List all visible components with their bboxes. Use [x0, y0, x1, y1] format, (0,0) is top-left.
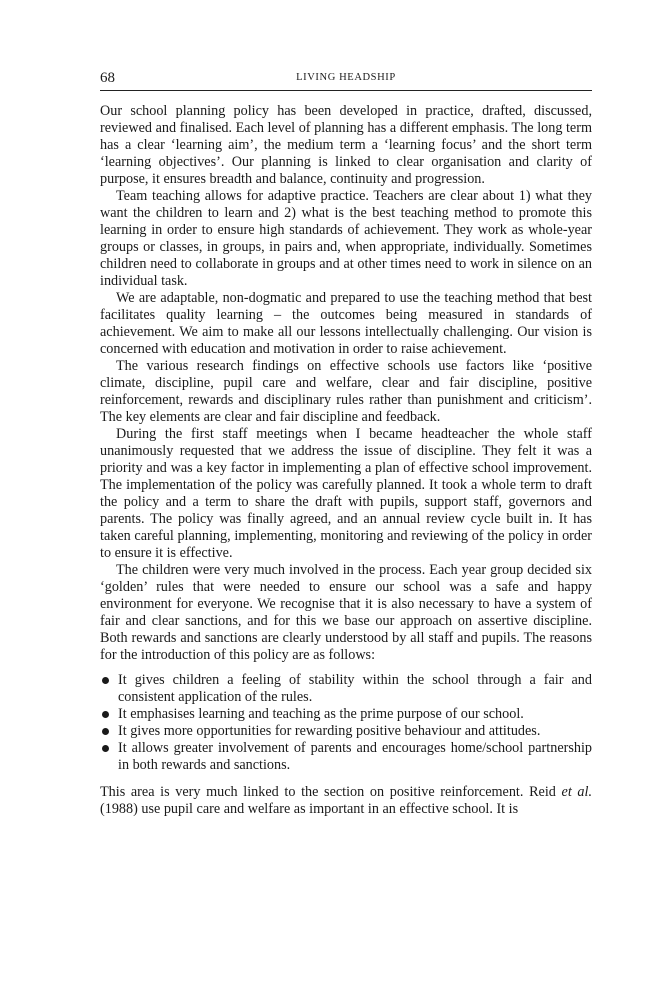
- closing-paragraph: [100, 784, 592, 818]
- bullet-item: It gives children a feeling of stability within the school through a fair and consistent application of the rules.: [100, 672, 592, 706]
- citation-et-al: et al.: [561, 784, 592, 800]
- paragraph: Team teaching allows for adaptive practice. Teachers are clear about 1) what they want the children to learn and 2) what is the best teaching method to promote this learning in order to ensure high standards of achievement. They work as whole-year groups or classes, in groups, in pairs and, when appropriate, individually. Sometimes children need to collaborate in groups and at other times need to work in silence on an individual task.: [100, 188, 592, 289]
- paragraph: Our school planning policy has been developed in practice, drafted, discussed, reviewed and finalised. Each level of planning has a different emphasis. The long term has a clear ‘learning aim’, the medium term a ‘learning focus’ and the short term ‘learning objectives’. Our planning is linked to clear organisation and clarity of purpose, it ensures breadth and balance, continuity and progression.: [100, 103, 592, 187]
- page-number: 68: [100, 70, 115, 86]
- closing-text-start: This area is very much linked to the section on positive reinforcement. Reid: [100, 784, 562, 800]
- bullet-item: It allows greater involvement of parents and encourages home/school partnership in both rewards and sanctions.: [100, 740, 592, 774]
- page-header: [100, 70, 592, 91]
- paragraph: We are adaptable, non-dogmatic and prepared to use the teaching method that best facilitates quality learning – the outcomes being measured in standards of achievement. We aim to make all our lessons intellectually challenging. Our vision is concerned with education and motivation in order to raise achievement.: [100, 290, 592, 357]
- paragraph: During the first staff meetings when I became headteacher the whole staff unanimously requested that we address the issue of discipline. They felt it was a priority and was a key factor in implementing a plan of effective school improvement. The implementation of the policy was carefully planned. It took a whole term to draft the policy and a term to share the draft with pupils, support staff, governors and parents. The policy was finally agreed, and an annual review cycle built in. It has taken careful planning, implementing, monitoring and reviewing of the policy in order to ensure it is effective.: [100, 426, 592, 561]
- bullet-list: [100, 672, 592, 774]
- running-head: LIVING HEADSHIP: [296, 72, 396, 83]
- bullet-item: It gives more opportunities for rewarding positive behaviour and attitudes.: [100, 723, 592, 740]
- closing-text-end: (1988) use pupil care and welfare as important in an effective school. It is: [100, 801, 519, 817]
- paragraph: The children were very much involved in the process. Each year group decided six ‘golden’ rules that were needed to ensure our school was a safe and happy environment for everyone. We recognise that it is also necessary to have a system of fair and clear sanctions, and for this we base our approach on assertive discipline. Both rewards and sanctions are clearly understood by all staff and pupils. The reasons for the introduction of this policy are as follows:: [100, 562, 592, 663]
- bullet-item: It emphasises learning and teaching as the prime purpose of our school.: [100, 706, 592, 723]
- body-text: [100, 103, 592, 818]
- paragraph: The various research findings on effective schools use factors like ‘positive climate, discipline, pupil care and welfare, clear and fair discipline, positive reinforcement, rewards and disciplinary rules rather than punishment and criticism’. The key elements are clear and fair discipline and feedback.: [100, 358, 592, 425]
